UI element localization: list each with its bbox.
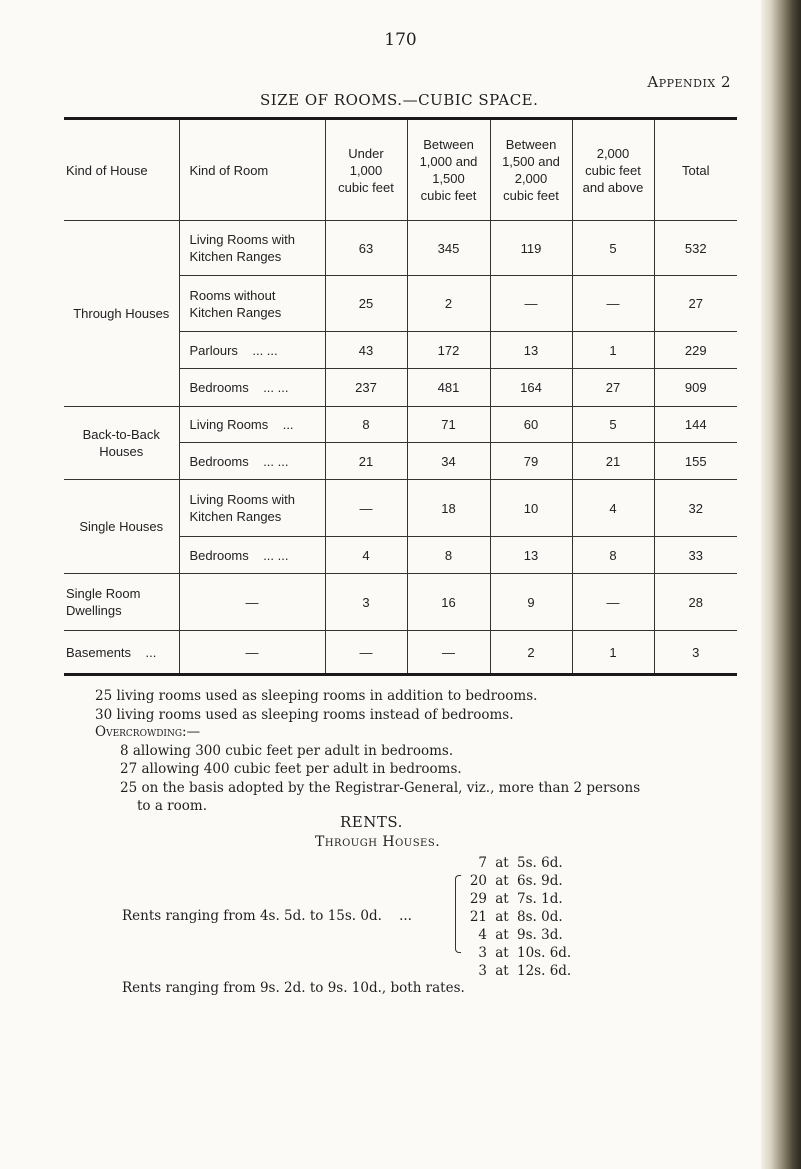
room-cell: Rooms without Kitchen Ranges: [179, 276, 325, 332]
value-cell: 27: [572, 369, 654, 407]
header-under-1000: Under 1,000 cubic feet: [325, 119, 407, 221]
value-cell: 8: [325, 407, 407, 443]
rent-count: 29: [469, 891, 487, 907]
room-cell: Living Rooms with Kitchen Ranges: [179, 221, 325, 276]
value-cell: 13: [490, 537, 572, 574]
total-cell: 532: [654, 221, 737, 276]
rents-title: RENTS.: [340, 813, 403, 831]
room-cell: Parlours ... ...: [179, 332, 325, 369]
room-cell: Living Rooms ...: [179, 407, 325, 443]
group-through-houses: Through Houses: [64, 221, 179, 407]
rent-row: [465, 926, 571, 944]
overcrowding-line: 27 allowing 400 cubic feet per adult in bedrooms.: [120, 761, 462, 777]
overcrowding-heading: Overcrowding:—: [95, 724, 201, 740]
rent-row: [465, 854, 571, 872]
value-cell: 21: [325, 443, 407, 480]
group-single-houses: Single Houses: [64, 480, 179, 574]
value-cell: 1: [572, 631, 654, 675]
header-1500-2000: Between 1,500 and 2,000 cubic feet: [490, 119, 572, 221]
header-1000-1500: Between 1,000 and 1,500 cubic feet: [407, 119, 490, 221]
note-line: 30 living rooms used as sleeping rooms instead of bedrooms.: [95, 706, 514, 723]
group-basements: Basements ...: [64, 631, 179, 675]
total-cell: 32: [654, 480, 737, 537]
rent-amount: 12s. 6d.: [517, 963, 572, 979]
rent-count: 21: [469, 909, 487, 925]
room-cell: Bedrooms ... ...: [179, 369, 325, 407]
table-row: [64, 407, 737, 443]
value-cell: 43: [325, 332, 407, 369]
total-cell: 3: [654, 631, 737, 675]
rent-row: [465, 962, 571, 980]
page-number: 170: [384, 30, 417, 50]
appendix-label: Appendix 2: [647, 73, 731, 91]
total-cell: 229: [654, 332, 737, 369]
total-cell: 33: [654, 537, 737, 574]
value-cell: —: [490, 276, 572, 332]
value-cell: 5: [572, 407, 654, 443]
value-cell: 172: [407, 332, 490, 369]
value-cell: 8: [572, 537, 654, 574]
rent-amount: 8s. 0d.: [517, 909, 563, 925]
header-total: Total: [654, 119, 737, 221]
rent-row: [465, 872, 571, 890]
overcrowding-line: 25 on the basis adopted by the Registrar-General, viz., more than 2 persons: [120, 779, 641, 796]
rent-amount: 5s. 6d.: [517, 855, 563, 871]
rent-at: at: [495, 963, 509, 979]
room-cell: —: [179, 574, 325, 631]
rents-subtitle: Through Houses.: [315, 834, 441, 850]
rent-count: 3: [478, 963, 487, 979]
header-2000-above: 2,000 cubic feet and above: [572, 119, 654, 221]
rent-row: [465, 944, 571, 962]
rents-range-line: Rents ranging from 9s. 2d. to 9s. 10d., both rates.: [122, 980, 465, 996]
header-kind-of-house: Kind of House: [64, 119, 179, 221]
rent-amount: 9s. 3d.: [517, 927, 563, 943]
value-cell: —: [325, 480, 407, 537]
overcrowding-line: to a room.: [137, 798, 207, 814]
value-cell: 9: [490, 574, 572, 631]
rents-range-line: Rents ranging from 4s. 5d. to 15s. 0d. ...: [122, 908, 412, 924]
value-cell: 79: [490, 443, 572, 480]
value-cell: 13: [490, 332, 572, 369]
rent-at: at: [495, 909, 509, 925]
value-cell: 237: [325, 369, 407, 407]
header-kind-of-room: Kind of Room: [179, 119, 325, 221]
value-cell: —: [572, 574, 654, 631]
room-cell: Bedrooms ... ...: [179, 443, 325, 480]
value-cell: 5: [572, 221, 654, 276]
value-cell: 119: [490, 221, 572, 276]
value-cell: 8: [407, 537, 490, 574]
value-cell: 25: [325, 276, 407, 332]
room-cell: Bedrooms ... ...: [179, 537, 325, 574]
rent-count: 3: [478, 945, 487, 961]
value-cell: 63: [325, 221, 407, 276]
total-cell: 909: [654, 369, 737, 407]
value-cell: 345: [407, 221, 490, 276]
value-cell: 71: [407, 407, 490, 443]
value-cell: 481: [407, 369, 490, 407]
value-cell: —: [572, 276, 654, 332]
rent-count: 7: [478, 855, 487, 871]
rent-count: 4: [478, 927, 487, 943]
table-row: [64, 221, 737, 276]
table-row: [64, 574, 737, 631]
room-cell: Living Rooms with Kitchen Ranges: [179, 480, 325, 537]
value-cell: 21: [572, 443, 654, 480]
value-cell: 34: [407, 443, 490, 480]
value-cell: 2: [407, 276, 490, 332]
rent-amount: 7s. 1d.: [517, 891, 563, 907]
room-cell: —: [179, 631, 325, 675]
rent-brace: [455, 875, 461, 953]
table-row: [64, 631, 737, 675]
group-single-room-dwellings: Single Room Dwellings: [64, 574, 179, 631]
rent-row: [465, 908, 571, 926]
rent-list: [465, 854, 571, 980]
total-cell: 27: [654, 276, 737, 332]
value-cell: 4: [325, 537, 407, 574]
rent-at: at: [495, 873, 509, 889]
rent-at: at: [495, 927, 509, 943]
value-cell: 60: [490, 407, 572, 443]
cubic-space-table: [64, 117, 737, 676]
table-title: SIZE OF ROOMS.—CUBIC SPACE.: [260, 91, 539, 109]
total-cell: 155: [654, 443, 737, 480]
value-cell: 16: [407, 574, 490, 631]
value-cell: 1: [572, 332, 654, 369]
note-line: 25 living rooms used as sleeping rooms in addition to bedrooms.: [95, 688, 538, 704]
table-header-row: [64, 119, 737, 221]
rent-at: at: [495, 945, 509, 961]
overcrowding-section: [95, 723, 640, 816]
value-cell: —: [407, 631, 490, 675]
value-cell: 10: [490, 480, 572, 537]
value-cell: 164: [490, 369, 572, 407]
rent-count: 20: [469, 873, 487, 889]
value-cell: 3: [325, 574, 407, 631]
rent-amount: 6s. 9d.: [517, 873, 563, 889]
value-cell: —: [325, 631, 407, 675]
rent-at: at: [495, 891, 509, 907]
rent-row: [465, 890, 571, 908]
table-row: [64, 480, 737, 537]
rent-at: at: [495, 855, 509, 871]
rent-amount: 10s. 6d.: [517, 945, 572, 961]
page-edge-shadow: [761, 0, 801, 1169]
value-cell: 18: [407, 480, 490, 537]
value-cell: 4: [572, 480, 654, 537]
group-back-to-back: Back-to-Back Houses: [64, 407, 179, 480]
total-cell: 144: [654, 407, 737, 443]
total-cell: 28: [654, 574, 737, 631]
overcrowding-line: 8 allowing 300 cubic feet per adult in bedrooms.: [120, 742, 454, 759]
value-cell: 2: [490, 631, 572, 675]
sleeping-room-notes: [95, 687, 537, 724]
